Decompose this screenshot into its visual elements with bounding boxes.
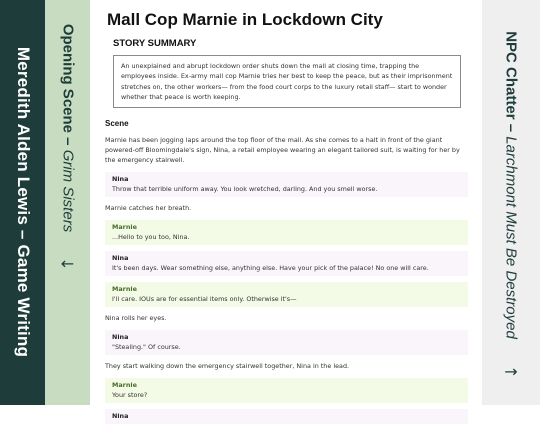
dialogue-text: Your store? [112, 391, 148, 400]
stage-direction: Marnie has been jogging laps around the top floor of the mall. As she comes to a halt in front of the giant powered-off Bloomingdale's sign, Nina, a retail employee wearing an elegant tailored suit, is waiting for her by the emergency stairwell. [105, 136, 460, 165]
stage-direction: Marnie catches her breath. [105, 204, 192, 213]
dialogue-text: Throw that terrible uniform away. You look wretched, darling. And you smell worse. [112, 185, 378, 194]
prev-page-title: Opening Scene – [59, 23, 76, 150]
author-title[interactable]: Meredith Alden Lewis – Game Writing [13, 46, 33, 358]
main-content [90, 0, 482, 421]
dialogue-line [105, 251, 468, 276]
speaker-name: Nina [112, 333, 129, 342]
speaker-name: Nina [112, 254, 129, 263]
speaker-name: Marnie [112, 381, 137, 390]
dialogue-line [105, 172, 468, 197]
prev-page-label[interactable] [59, 24, 76, 232]
script-area [105, 135, 468, 424]
speaker-name: Marnie [112, 223, 137, 232]
next-page-label[interactable] [503, 31, 520, 339]
author-sidebar [0, 0, 45, 405]
prev-page-subtitle: Grim Sisters [59, 149, 76, 233]
next-page-panel[interactable] [482, 0, 540, 405]
dialogue-text: ...Hello to you too, Nina. [112, 233, 190, 242]
summary-heading: STORY SUMMARY [113, 38, 197, 49]
dialogue-line [105, 378, 468, 403]
stage-direction: Nina rolls her eyes. [105, 314, 167, 323]
dialogue-text: I'll care. IOUs are for essential items only. Otherwise it's— [112, 295, 297, 304]
speaker-name: Nina [112, 412, 129, 421]
dialogue-line [105, 330, 468, 355]
dialogue-line [105, 409, 468, 424]
prev-page-panel[interactable] [45, 0, 90, 405]
dialogue-line [105, 282, 468, 307]
summary-text: An unexplained and abrupt lockdown order shuts down the mall at closing time, trapping the employees inside. Ex-army mall cop Marnie tries her best to keep the peace, but as their imprisonment stretches on, the other workers— from the food court corps to the luxury retail staff— start to wonder whether that peace is worth keeping. [121, 62, 453, 101]
speaker-name: Nina [112, 175, 129, 184]
left-arrow-icon[interactable]: ← [60, 254, 75, 273]
dialogue-text: It's been days. Wear something else, anything else. Have your pick of the palace! No one will care. [112, 264, 429, 273]
scene-heading: Scene [105, 119, 129, 129]
right-arrow-icon[interactable]: → [504, 362, 518, 381]
speaker-name: Marnie [112, 285, 137, 294]
next-page-title: NPC Chatter – [502, 31, 520, 137]
next-page-subtitle: Larchmont Must Be Destroyed [502, 136, 520, 339]
page-title: Mall Cop Marnie in Lockdown City [107, 10, 383, 29]
summary-box [113, 55, 461, 108]
stage-direction: They start walking down the emergency stairwell together, Nina in the lead. [105, 362, 350, 371]
dialogue-text: "Stealing." Of course. [112, 343, 181, 352]
dialogue-line [105, 220, 468, 245]
